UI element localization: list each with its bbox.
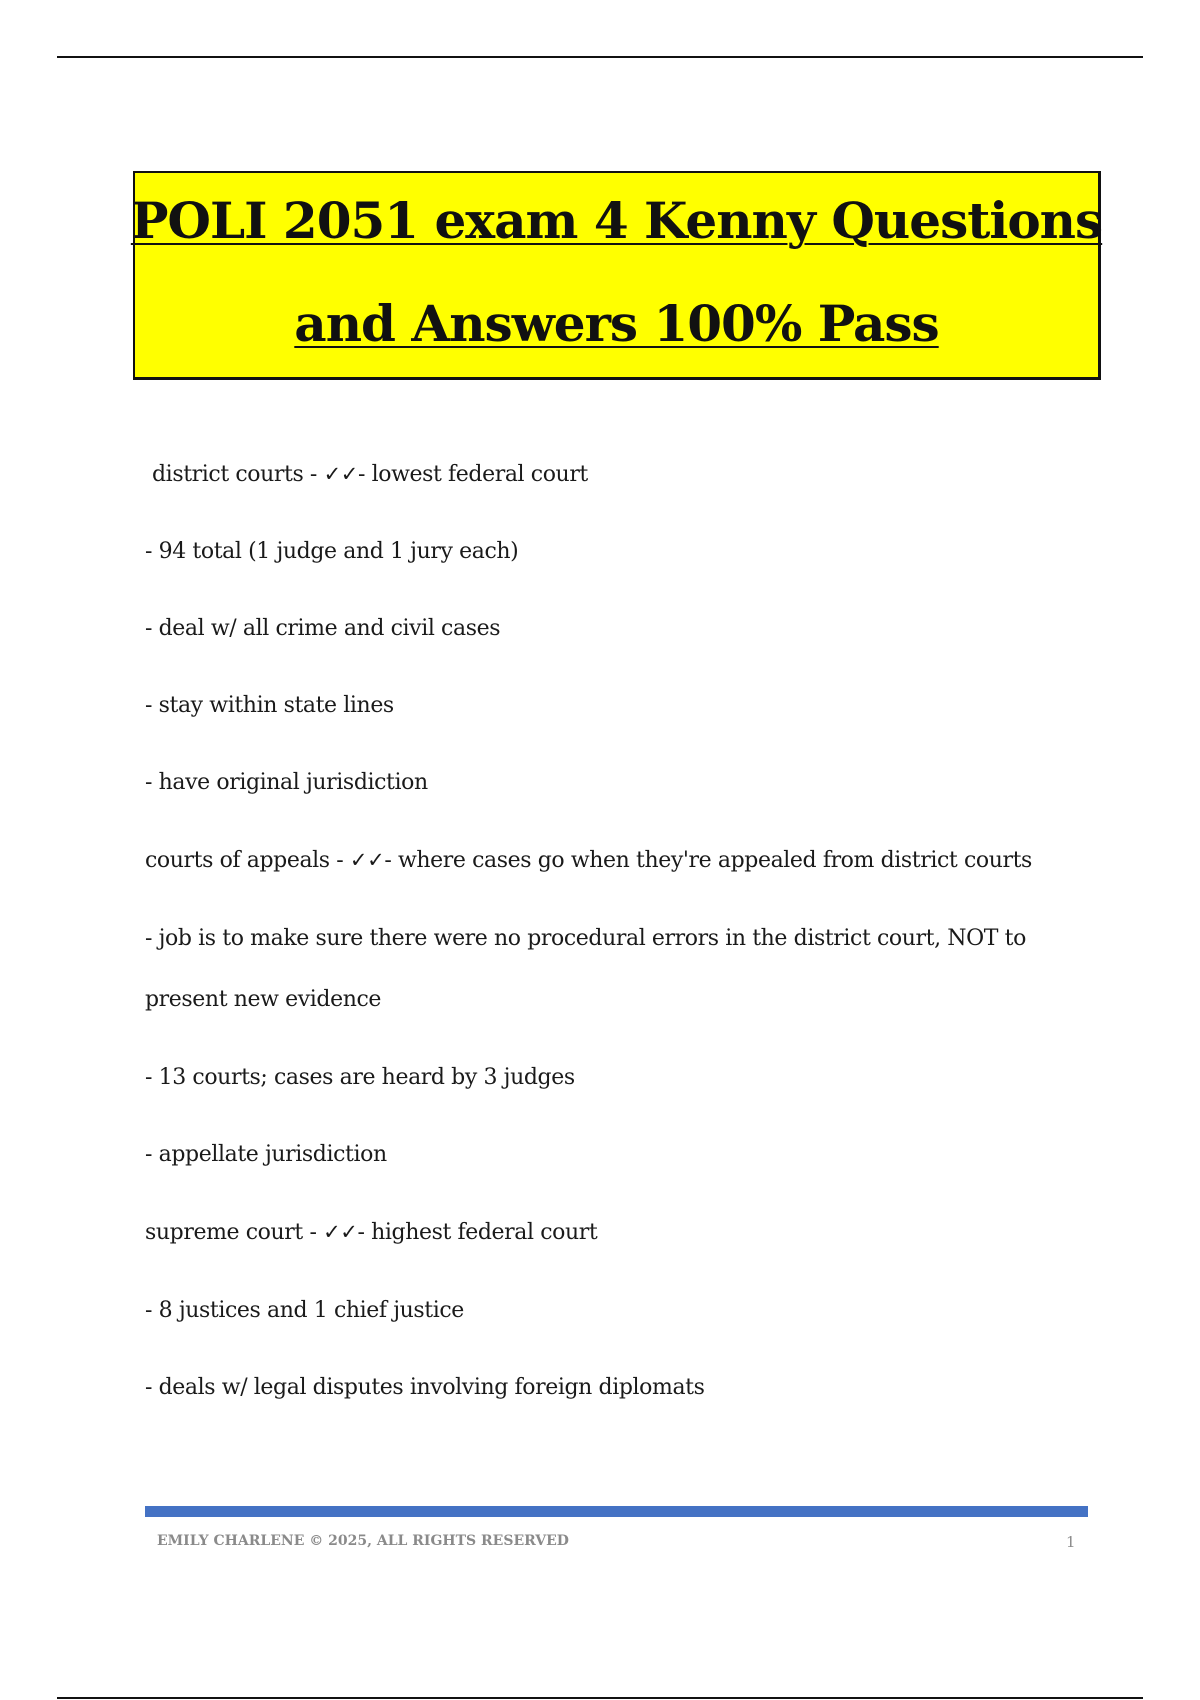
entry-district-courts bbox=[152, 462, 588, 487]
entry-courts-of-appeals bbox=[145, 848, 1032, 873]
term: courts of appeals - bbox=[145, 848, 350, 873]
list-item: present new evidence bbox=[145, 987, 382, 1012]
bottom-rule bbox=[57, 1697, 1143, 1699]
double-check-icon: ✓✓ bbox=[323, 462, 358, 486]
list-item: - have original jurisdiction bbox=[145, 770, 428, 795]
title-line-1: POLI 2051 exam 4 Kenny Questions bbox=[130, 191, 1103, 250]
footer-copyright: EMILY CHARLENE © 2025, ALL RIGHTS RESERVED bbox=[157, 1533, 569, 1549]
term: district courts - bbox=[152, 462, 324, 487]
list-item: - job is to make sure there were no procedural errors in the district court, NOT to bbox=[145, 926, 1026, 951]
page-number: 1 bbox=[1066, 1533, 1076, 1551]
list-item: - 13 courts; cases are heard by 3 judges bbox=[145, 1065, 575, 1090]
footer-bar bbox=[145, 1506, 1088, 1517]
list-item: - 8 justices and 1 chief justice bbox=[145, 1298, 464, 1323]
term: supreme court - bbox=[145, 1220, 324, 1245]
entry-supreme-court bbox=[145, 1220, 597, 1245]
double-check-icon: ✓✓ bbox=[349, 848, 385, 872]
title-line-2: and Answers 100% Pass bbox=[294, 294, 939, 353]
list-item: - deal w/ all crime and civil cases bbox=[145, 616, 501, 641]
double-check-icon: ✓✓ bbox=[323, 1220, 358, 1244]
definition: - lowest federal court bbox=[357, 462, 588, 487]
list-item: - appellate jurisdiction bbox=[145, 1142, 387, 1167]
title-banner bbox=[130, 171, 1103, 380]
definition: - highest federal court bbox=[357, 1220, 598, 1245]
list-item: - stay within state lines bbox=[145, 693, 394, 718]
top-rule bbox=[57, 56, 1143, 58]
definition: - where cases go when they're appealed from district courts bbox=[384, 848, 1032, 873]
list-item: - 94 total (1 judge and 1 jury each) bbox=[145, 539, 519, 564]
list-item: - deals w/ legal disputes involving foreign diplomats bbox=[145, 1375, 705, 1400]
